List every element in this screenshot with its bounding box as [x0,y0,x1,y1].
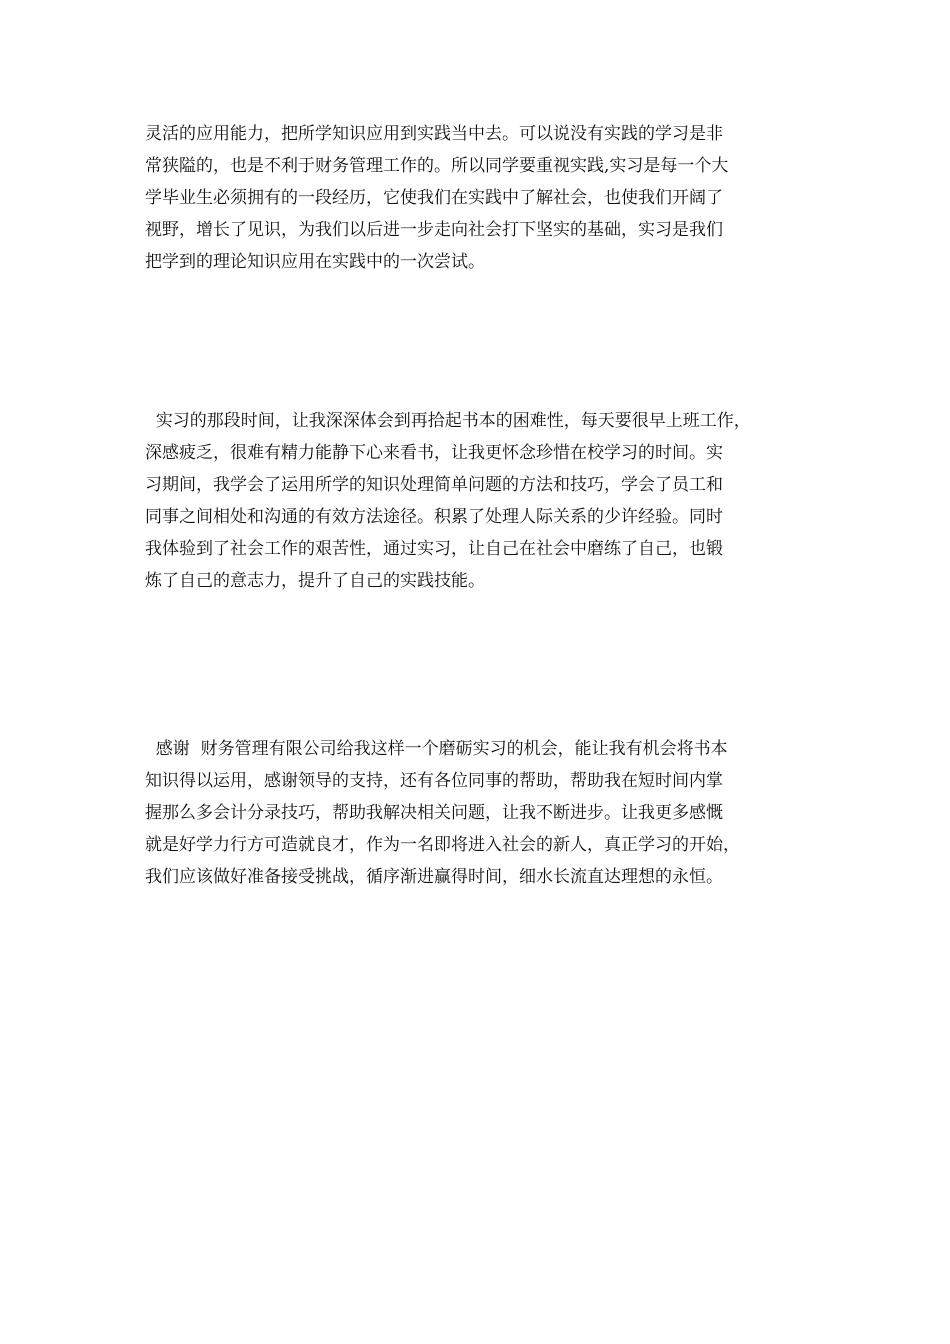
text-line: 炼了自己的意志力，提升了自己的实践技能。 [145,571,485,591]
text-line: 握那么多会计分录技巧，帮助我解决相关问题，让我不断进步。让我更多感慨 [145,803,723,823]
text-line: 习期间，我学会了运用所学的知识处理简单问题的方法和技巧，学会了员工和 [145,475,723,495]
paragraph-3 [145,733,835,893]
text-line: 实习的那段时间，让我深深体会到再拾起书本的困难性，每天要很早上班工作， [145,411,751,431]
text-line: 就是好学力行方可造就良才，作为一名即将进入社会的新人，真正学习的开始， [145,835,740,855]
text-line: 把学到的理论知识应用在实践中的一次尝试。 [145,252,485,272]
text-line: 灵活的应用能力，把所学知识应用到实践当中去。可以说没有实践的学习是非 [145,124,723,144]
text-line: 知识得以运用，感谢领导的支持，还有各位同事的帮助，帮助我在短时间内掌 [145,771,723,791]
text-line: 感谢 财务管理有限公司给我这样一个磨砺实习的机会，能让我有机会将书本 [145,739,728,759]
paragraph-2 [145,405,835,597]
text-line: 学毕业生必须拥有的一段经历，它使我们在实践中了解社会，也使我们开阔了 [145,188,723,208]
text-line: 我们应该做好准备接受挑战，循序渐进赢得时间，细水长流直达理想的永恒。 [145,867,723,887]
text-line: 深感疲乏，很难有精力能静下心来看书，让我更怀念珍惜在校学习的时间。实 [145,443,723,463]
text-line: 视野，增长了见识，为我们以后进一步走向社会打下坚实的基础，实习是我们 [145,220,723,240]
text-line: 同事之间相处和沟通的有效方法途径。积累了处理人际关系的少许经验。同时 [145,507,723,527]
text-line: 常狭隘的，也是不利于财务管理工作的。所以同学要重视实践,实习是每一个大 [145,156,729,176]
text-line: 我体验到了社会工作的艰苦性，通过实习，让自己在社会中磨练了自己，也锻 [145,539,723,559]
paragraph-1 [145,118,835,278]
